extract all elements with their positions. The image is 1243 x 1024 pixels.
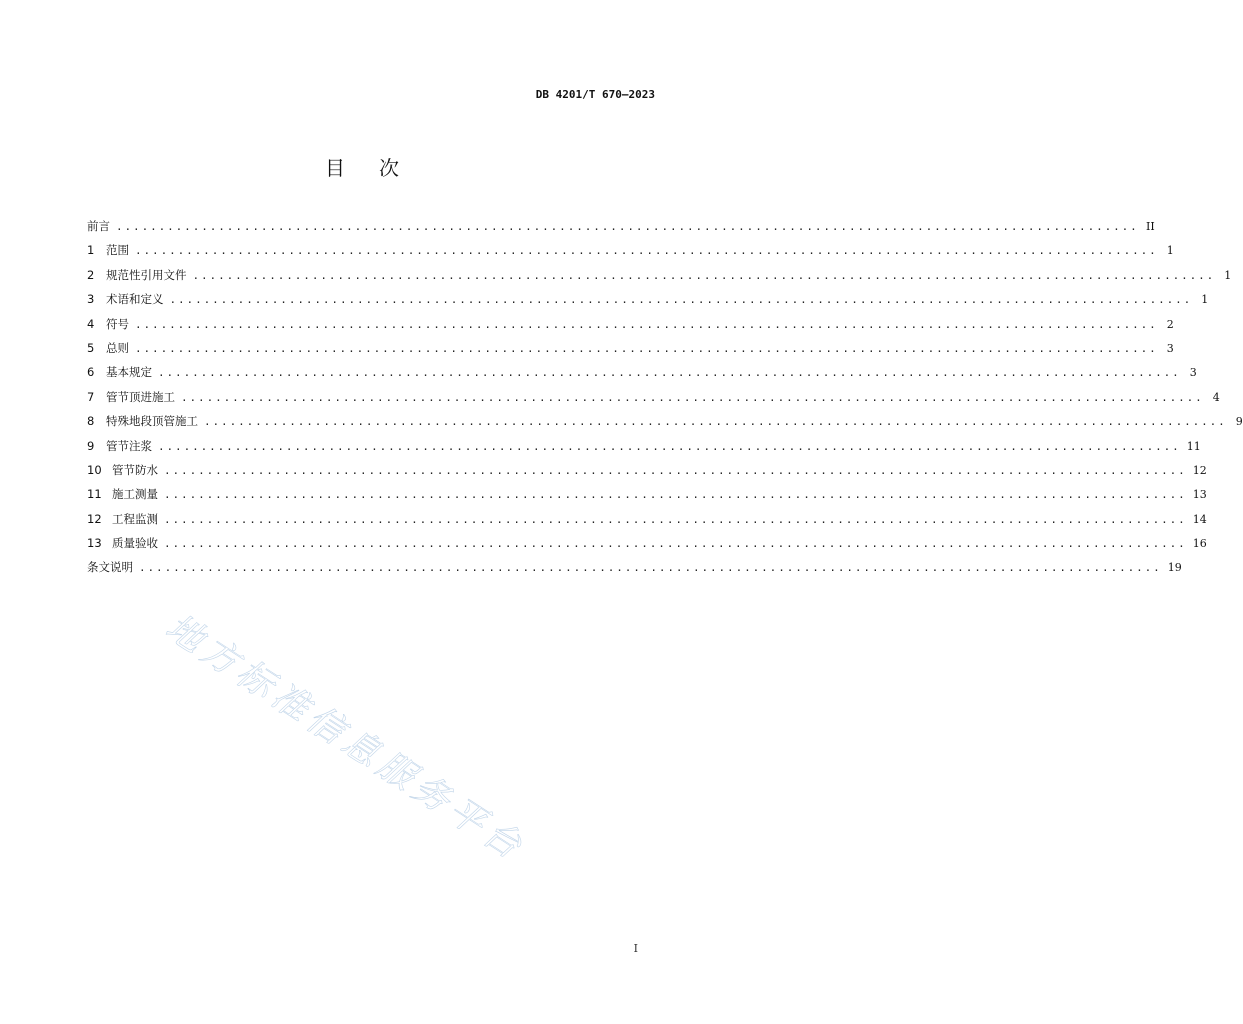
toc-entry[interactable] xyxy=(87,267,1232,291)
toc-entry-page: 1 xyxy=(1201,293,1209,307)
toc-entry-title: 工程监测 xyxy=(112,511,158,526)
toc-dot-leader: ........................................................................................................................ xyxy=(169,293,1193,307)
toc-entry-number: 12 xyxy=(87,511,102,526)
toc-entry-page: 3 xyxy=(1189,366,1197,380)
watermark: 地方标准信息服务平台 xyxy=(158,606,533,870)
toc-entry-title: 管节防水 xyxy=(112,462,158,477)
toc-entry-title: 总则 xyxy=(106,340,129,355)
toc-entry-number: 9 xyxy=(87,438,95,453)
page-number: I xyxy=(633,942,638,955)
toc-entry[interactable] xyxy=(87,340,1174,364)
toc-entry-title: 前言 xyxy=(87,219,110,233)
toc-entry-page: 1 xyxy=(1166,244,1174,258)
toc-dot-leader: ........................................................................................................................ xyxy=(164,463,1187,477)
toc-entry-number: 8 xyxy=(87,414,95,429)
toc-entry[interactable] xyxy=(87,389,1220,413)
toc-entry[interactable] xyxy=(87,559,1182,583)
standard-code: DB 4201/T 670—2023 xyxy=(535,88,655,101)
toc-entry-title: 范围 xyxy=(106,243,129,258)
toc-entry-page: 9 xyxy=(1235,415,1243,429)
toc-entry-title: 特殊地段顶管施工 xyxy=(106,414,198,429)
toc-entry-page: 11 xyxy=(1186,439,1201,453)
toc-entry-number: 2 xyxy=(87,267,95,282)
toc-entry-number: 3 xyxy=(87,292,95,307)
toc-dot-leader: ........................................................................................................................ xyxy=(135,341,1158,355)
toc-entry-title: 管节顶进施工 xyxy=(106,389,175,404)
toc-dot-leader: ........................................................................................................................ xyxy=(181,390,1204,404)
toc-entry-page: 1 xyxy=(1224,268,1232,282)
toc-entry-title: 基本规定 xyxy=(106,365,152,380)
toc-entry-number: 10 xyxy=(87,462,102,477)
toc-entry[interactable] xyxy=(87,291,1209,315)
toc-title: 目次 xyxy=(325,156,433,180)
toc-entry-title: 符号 xyxy=(106,316,129,331)
toc-dot-leader: ........................................................................................................................ xyxy=(164,512,1187,526)
toc-entry[interactable] xyxy=(87,413,1243,437)
toc-dot-leader: ........................................................................................................................ xyxy=(164,537,1187,551)
toc-entry-number: 1 xyxy=(87,243,95,258)
toc-entry[interactable] xyxy=(87,242,1174,266)
toc-entry-title: 规范性引用文件 xyxy=(106,267,187,282)
toc-entry-title: 条文说明 xyxy=(87,560,133,575)
toc-entry-number: 6 xyxy=(87,365,95,380)
toc-dot-leader: ........................................................................................................................ xyxy=(135,244,1158,258)
toc-entry-page: II xyxy=(1146,220,1155,233)
toc-entry-title: 术语和定义 xyxy=(106,292,164,307)
toc-entry-title: 管节注浆 xyxy=(106,438,152,453)
toc-entry[interactable] xyxy=(87,218,1155,242)
toc-dot-leader: ........................................................................................................................ xyxy=(164,488,1187,502)
toc-entry[interactable] xyxy=(87,462,1207,486)
toc-dot-leader: ........................................................................................................................ xyxy=(204,415,1227,429)
toc-entry-title: 施工测量 xyxy=(112,487,158,502)
toc-entry-page: 12 xyxy=(1192,463,1207,477)
toc-entry-page: 4 xyxy=(1212,390,1220,404)
toc-entry-number: 4 xyxy=(87,316,95,331)
toc-entry[interactable] xyxy=(87,535,1207,559)
toc-entry[interactable] xyxy=(87,364,1197,388)
toc-entry-page: 2 xyxy=(1166,317,1174,331)
toc-entry-page: 13 xyxy=(1192,488,1207,502)
toc-entry[interactable] xyxy=(87,316,1174,340)
toc-dot-leader: ........................................................................................................................ xyxy=(135,317,1158,331)
toc-entry[interactable] xyxy=(87,486,1207,510)
toc-dot-leader: ........................................................................................................................ xyxy=(158,439,1181,453)
toc-entry-number: 13 xyxy=(87,536,102,551)
toc-entry-page: 14 xyxy=(1192,512,1207,526)
toc-dot-leader: ........................................................................................................................ xyxy=(192,268,1216,282)
toc-entry-number: 11 xyxy=(87,487,102,502)
toc-entry-number: 5 xyxy=(87,340,95,355)
toc-entry-page: 19 xyxy=(1167,561,1182,575)
toc-dot-leader: ........................................................................................................................ xyxy=(116,220,1139,233)
toc-entry-page: 3 xyxy=(1166,341,1174,355)
toc-entry[interactable] xyxy=(87,438,1201,462)
table-of-contents xyxy=(87,218,1243,584)
toc-entry-page: 16 xyxy=(1192,537,1207,551)
toc-entry[interactable] xyxy=(87,511,1207,535)
toc-entry-number: 7 xyxy=(87,389,95,404)
toc-dot-leader: ........................................................................................................................ xyxy=(158,366,1181,380)
toc-dot-leader: ........................................................................................................................ xyxy=(139,561,1162,575)
toc-entry-title: 质量验收 xyxy=(112,536,158,551)
